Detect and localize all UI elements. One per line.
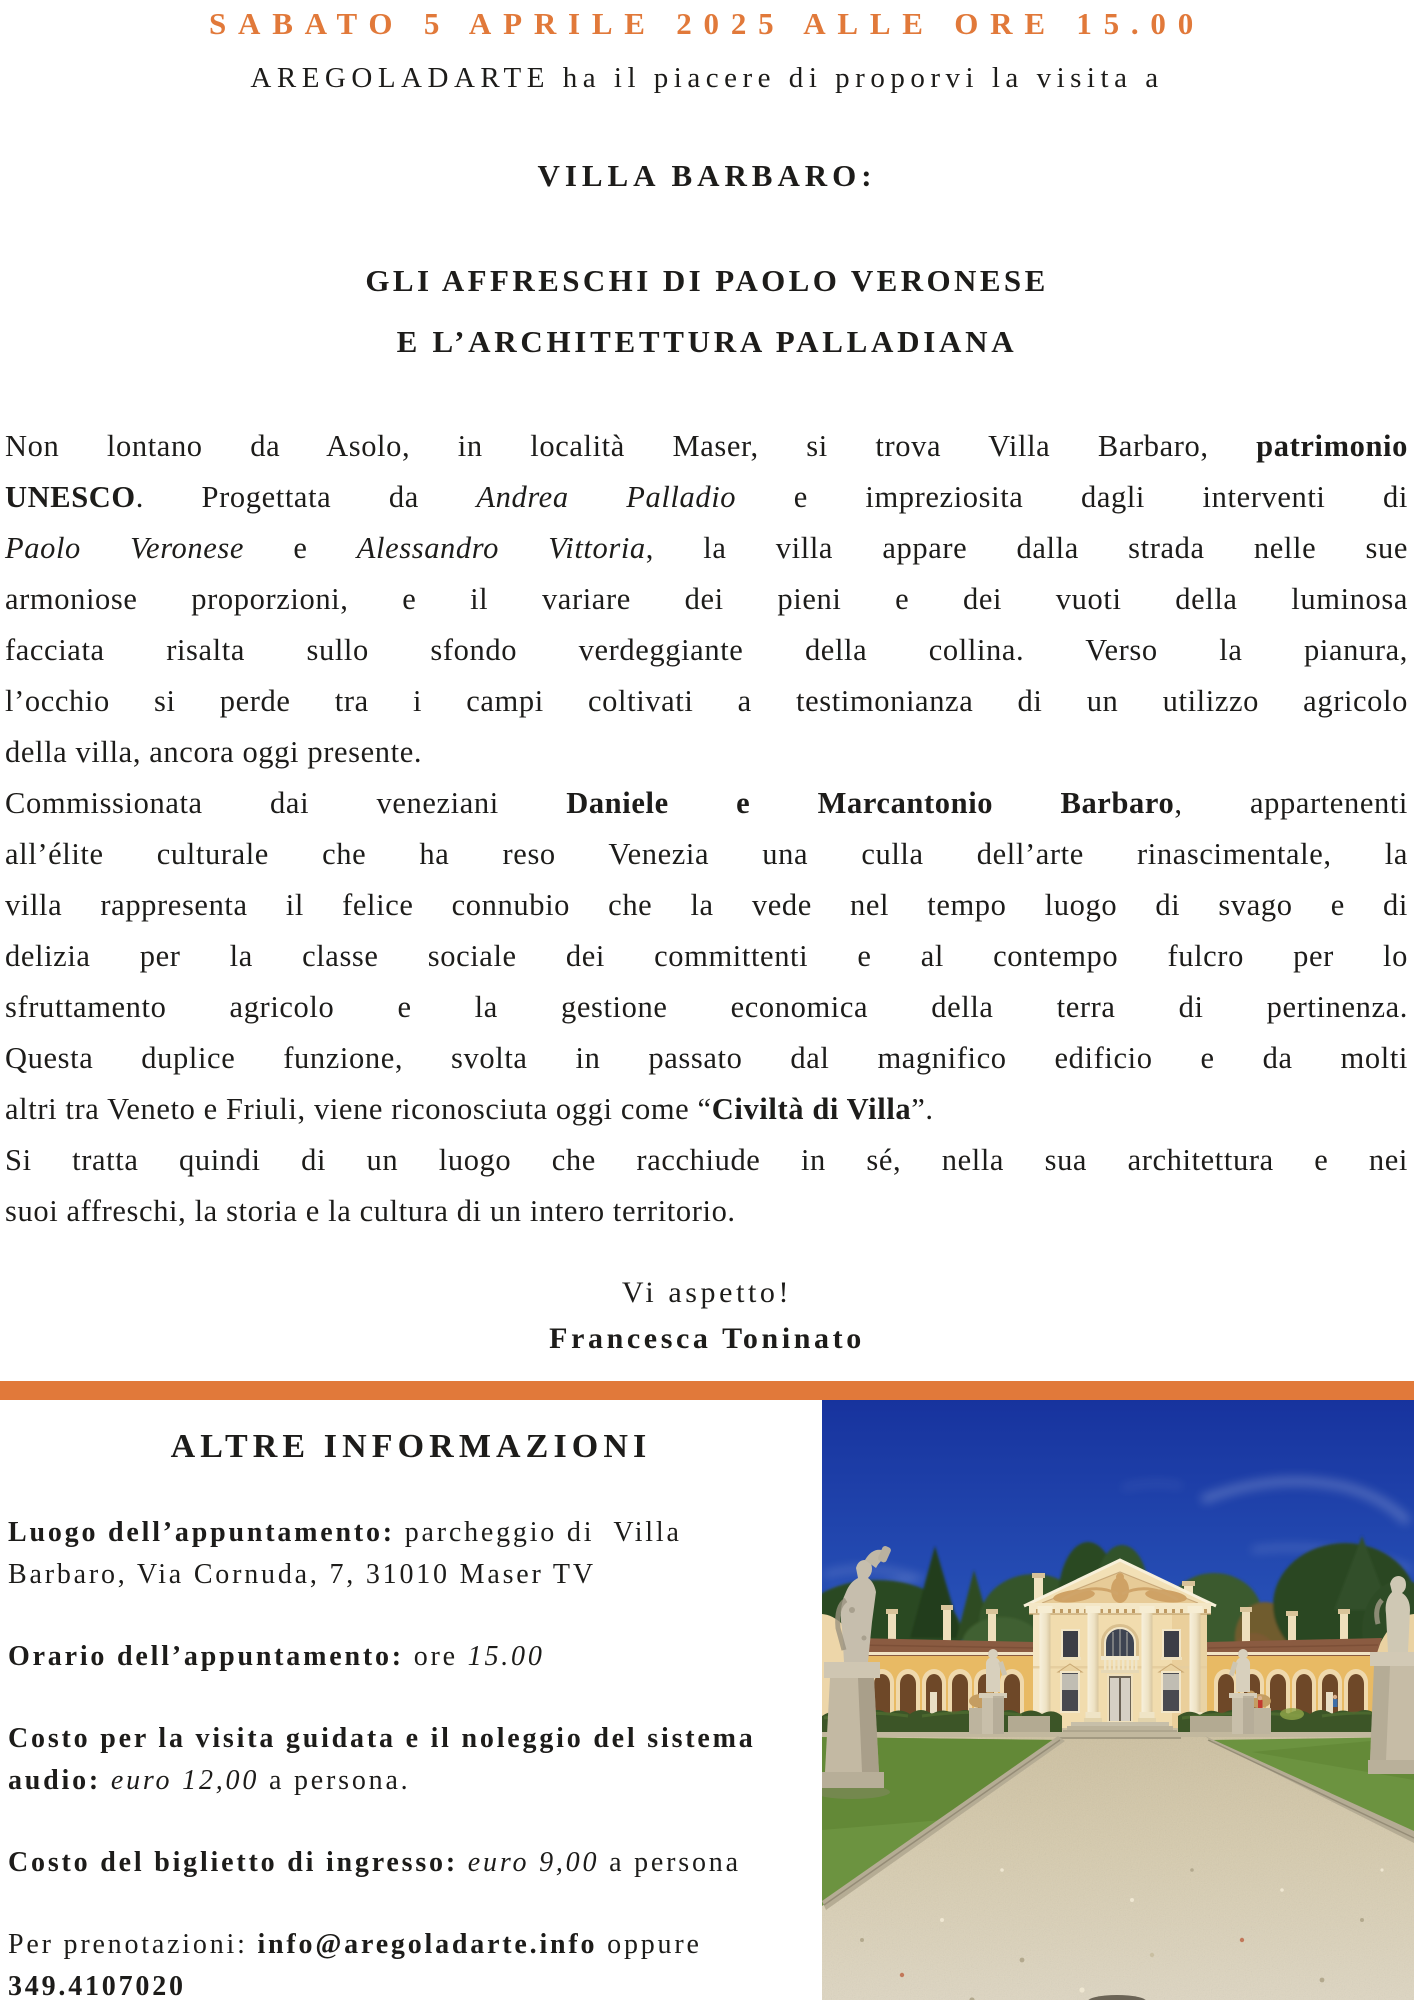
- text-line: [5, 778, 1408, 829]
- text-segment: suoi affreschi, la storia e la cultura di un intero territorio.: [5, 1194, 736, 1228]
- text-segment: l’occhio si perde tra i campi coltivati a testimonianza di un utilizzo agricolo: [5, 684, 1408, 718]
- text-segment: euro 9,00: [467, 1847, 600, 1878]
- text-segment: Costo del biglietto di ingresso:: [8, 1847, 458, 1878]
- paragraph: [5, 421, 1408, 778]
- text-line: [8, 1554, 798, 1596]
- text-line: [8, 1512, 798, 1554]
- text-segment: Commissionata dai veneziani: [5, 786, 567, 820]
- text-segment: e: [244, 531, 357, 565]
- subtitle-line-2: E L’ARCHITETTURA PALLADIANA: [396, 324, 1018, 359]
- text-line: [5, 1186, 1408, 1237]
- text-segment: a persona.: [259, 1765, 411, 1796]
- text-segment: altri tra Veneto e Friuli, viene riconosciuta oggi come “: [5, 1092, 712, 1126]
- text-line: [5, 1033, 1408, 1084]
- orange-divider-bar: [0, 1381, 1414, 1400]
- info-block: [8, 1924, 798, 2000]
- subtitle-line-1: GLI AFFRESCHI DI PAOLO VERONESE: [365, 263, 1049, 298]
- text-segment: Alessandro Vittoria: [356, 531, 646, 565]
- text-segment: della villa, ancora oggi presente.: [5, 735, 423, 769]
- text-segment: Questa duplice funzione, svolta in passato dal magnifico edificio e da molti: [5, 1041, 1408, 1075]
- info-block: [8, 1636, 798, 1678]
- paragraph: [5, 778, 1408, 1135]
- text-segment: e impreziosita dagli interventi di: [736, 480, 1408, 514]
- text-line: [8, 1924, 798, 1966]
- text-line: [5, 1084, 1408, 1135]
- text-segment: patrimonio: [1256, 429, 1408, 463]
- text-segment: Non lontano da Asolo, in località Maser, si trova Villa Barbaro,: [5, 429, 1257, 463]
- villa-barbaro-photo: [822, 1400, 1414, 2000]
- text-line: [8, 1636, 798, 1678]
- text-segment: . Progettata da: [135, 480, 477, 514]
- text-segment: [458, 1847, 468, 1878]
- text-line: [5, 982, 1408, 1033]
- text-segment: Daniele e Marcantonio Barbaro: [566, 786, 1175, 820]
- text-segment: , la villa appare dalla strada nelle sue: [645, 531, 1409, 565]
- text-segment: [101, 1765, 111, 1796]
- text-line: [8, 1842, 798, 1884]
- text-segment: audio:: [8, 1765, 102, 1796]
- text-segment: all’élite culturale che ha reso Venezia una culla dell’arte rinascimentale, la: [5, 837, 1408, 871]
- text-segment: , appartenenti: [1174, 786, 1408, 820]
- text-segment: sfruttamento agricolo e la gestione economica della terra di pertinenza.: [5, 990, 1408, 1024]
- entrance-door: [1108, 1675, 1132, 1722]
- villa-photo-graphic: [822, 1400, 1414, 2000]
- text-segment: oppure: [597, 1929, 702, 1960]
- text-segment: Andrea Palladio: [476, 480, 737, 514]
- info-section-heading: ALTRE INFORMAZIONI: [170, 1428, 652, 1465]
- text-segment: 15.00: [467, 1641, 545, 1672]
- closing-line: Vi aspetto!: [621, 1276, 793, 1309]
- text-segment: armoniose proporzioni, e il variare dei pieni e dei vuoti della luminosa: [5, 582, 1408, 616]
- text-line: [5, 931, 1408, 982]
- text-segment: ”.: [911, 1092, 934, 1126]
- text-segment: euro 12,00: [110, 1765, 260, 1796]
- body-paragraphs: [5, 421, 1408, 1237]
- intro-line: AREGOLADARTE ha il piacere di proporvi la visita a: [250, 62, 1164, 94]
- text-segment: Costo per la visita guidata e il noleggio del sistema: [8, 1723, 756, 1754]
- text-line: [8, 1718, 798, 1760]
- text-segment: Paolo Veronese: [5, 531, 245, 565]
- text-line: [5, 625, 1408, 676]
- text-line: [5, 472, 1408, 523]
- info-block: [8, 1718, 798, 1802]
- text-segment: Civiltà di Villa: [711, 1092, 912, 1126]
- info-block: [8, 1512, 798, 1596]
- text-segment: facciata risalta sullo sfondo verdeggiante della collina. Verso la pianura,: [5, 633, 1408, 667]
- text-segment: villa rappresenta il felice connubio che la vede nel tempo luogo di svago e di: [5, 888, 1408, 922]
- text-segment: Luogo dell’appuntamento:: [8, 1517, 395, 1548]
- text-segment: Si tratta quindi di un luogo che racchiude in sé, nella sua architettura e nei: [5, 1143, 1408, 1177]
- paragraph: [5, 1135, 1408, 1237]
- text-line: [8, 1760, 798, 1802]
- info-block: [8, 1842, 798, 1884]
- main-title: VILLA BARBARO:: [537, 158, 877, 193]
- text-line: [5, 727, 1408, 778]
- text-segment: Per prenotazioni:: [8, 1929, 258, 1960]
- text-line: [5, 421, 1408, 472]
- text-segment: parcheggio di Villa: [394, 1517, 682, 1548]
- text-segment: delizia per la classe sociale dei committenti e al contempo fulcro per lo: [5, 939, 1408, 973]
- text-line: [5, 880, 1408, 931]
- text-line: [5, 574, 1408, 625]
- text-segment: a persona: [599, 1847, 741, 1878]
- text-segment: UNESCO: [5, 480, 136, 514]
- text-segment: Barbaro, Via Cornuda, 7, 31010 Maser TV: [8, 1559, 596, 1590]
- text-line: [5, 1135, 1408, 1186]
- text-line: [8, 1966, 798, 2000]
- text-line: [5, 523, 1408, 574]
- info-blocks: [8, 1512, 798, 2000]
- text-segment: Orario dell’appuntamento:: [8, 1641, 404, 1672]
- event-date-heading: SABATO 5 APRILE 2025 ALLE ORE 15.00: [209, 6, 1205, 41]
- hedge-curb: [822, 1732, 1414, 1737]
- signature: Francesca Toninato: [549, 1322, 865, 1355]
- text-line: [5, 676, 1408, 727]
- text-segment: info@aregoladarte.info: [257, 1929, 598, 1960]
- text-segment: 349.4107020: [8, 1971, 186, 2000]
- text-segment: ore: [403, 1641, 468, 1672]
- text-line: [5, 829, 1408, 880]
